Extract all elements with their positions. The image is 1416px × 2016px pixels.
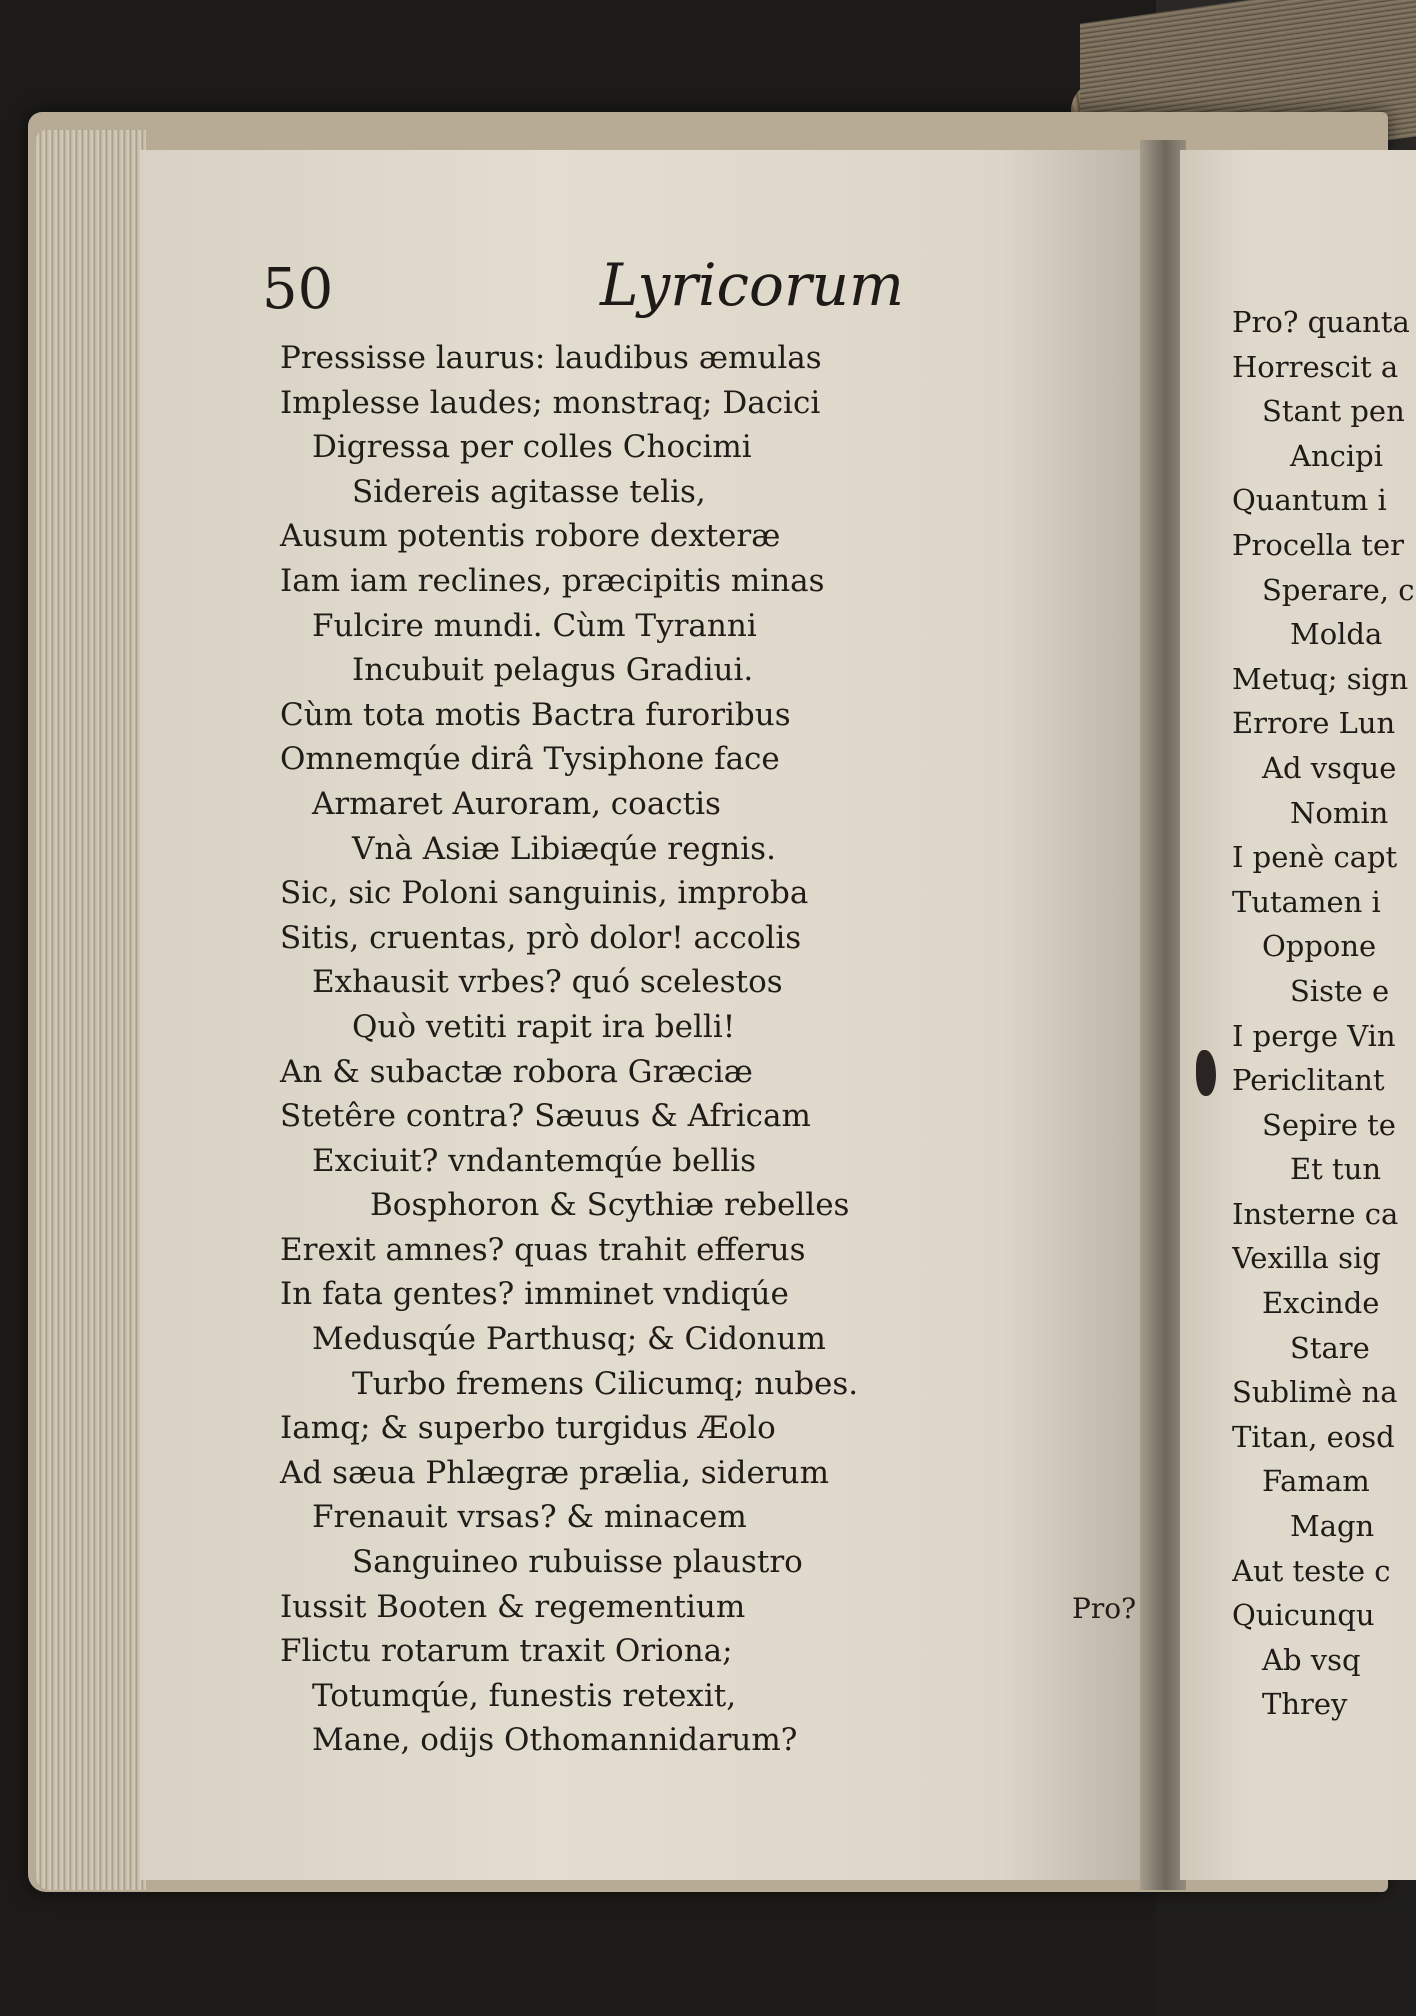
verse-line: Oppone bbox=[1262, 929, 1377, 964]
verse-line: Sanguineo rubuisse plaustro bbox=[352, 1544, 803, 1581]
verse-line: Cùm tota motis Bactra furoribus bbox=[280, 696, 791, 733]
verse-line: Ab vsq bbox=[1262, 1642, 1361, 1677]
verse-line: Sitis, cruentas, prò dolor! accolis bbox=[280, 919, 802, 956]
verse-line: Horrescit a bbox=[1232, 349, 1399, 384]
verse-line: Erexit amnes? quas trahit efferus bbox=[280, 1231, 806, 1268]
verse-line: Excinde bbox=[1262, 1286, 1380, 1321]
verse-text-left bbox=[280, 336, 920, 1763]
verse-line: Bosphoron & Scythiæ rebelles bbox=[370, 1187, 850, 1224]
verse-line: Digressa per colles Chocimi bbox=[312, 429, 752, 466]
verse-line: Pressisse laurus: laudibus æmulas bbox=[280, 340, 822, 376]
verse-line: Quò vetiti rapit ira belli! bbox=[352, 1008, 736, 1045]
verse-line: Exciuit? vndantemqúe bellis bbox=[312, 1142, 757, 1179]
verse-line: Iam iam reclines, præcipitis minas bbox=[280, 562, 825, 599]
verse-line: Turbo fremens Cilicumq; nubes. bbox=[352, 1365, 859, 1402]
verse-line: Vnà Asiæ Libiæqúe regnis. bbox=[352, 830, 776, 867]
verse-line: Titan, eosd bbox=[1232, 1419, 1395, 1454]
catchword: Pro? bbox=[1072, 1592, 1137, 1625]
verse-line: Totumqúe, funestis retexit, bbox=[312, 1677, 737, 1714]
verse-line: Procella ter bbox=[1232, 527, 1404, 562]
verse-line: Exhausit vrbes? quó scelestos bbox=[312, 964, 783, 1001]
verse-line: Quantum i bbox=[1232, 483, 1387, 518]
verse-line: Magn bbox=[1290, 1509, 1375, 1544]
verse-line: Tutamen i bbox=[1232, 884, 1381, 919]
verse-line: Ancipi bbox=[1290, 438, 1383, 473]
verse-line: Stant pen bbox=[1262, 394, 1405, 429]
verse-line: Siste e bbox=[1290, 973, 1390, 1008]
verse-line: Sperare, c bbox=[1262, 572, 1415, 607]
verse-line: Armaret Auroram, coactis bbox=[312, 785, 721, 822]
verse-line: Periclitant bbox=[1232, 1063, 1385, 1098]
verse-line: I penè capt bbox=[1232, 840, 1398, 875]
verse-text-right bbox=[1232, 300, 1416, 1727]
verse-line: Famam bbox=[1262, 1464, 1370, 1499]
verse-line: Vexilla sig bbox=[1232, 1241, 1381, 1276]
verse-line: Insterne ca bbox=[1232, 1196, 1399, 1231]
verse-line: Quicunqu bbox=[1232, 1598, 1375, 1633]
verse-line: Fulcire mundi. Cùm Tyranni bbox=[312, 607, 757, 644]
verse-line: Stetêre contra? Sæuus & Africam bbox=[280, 1098, 811, 1135]
page-stack-edge bbox=[36, 130, 146, 1890]
verse-line: Aut teste c bbox=[1232, 1553, 1391, 1588]
verse-line: Sidereis agitasse telis, bbox=[352, 473, 706, 510]
verse-line: Iussit Booten & regementium bbox=[280, 1588, 746, 1625]
verse-line: Sublimè na bbox=[1232, 1375, 1398, 1410]
running-title: Lyricorum bbox=[600, 251, 905, 319]
verse-line: Sic, sic Poloni sanguinis, improba bbox=[280, 875, 809, 912]
verse-line: Ad sæua Phlægræ prælia, siderum bbox=[280, 1454, 829, 1491]
verse-line: Medusqúe Parthusq; & Cidonum bbox=[312, 1321, 826, 1358]
verse-line: Et tun bbox=[1290, 1152, 1382, 1187]
verse-line: Ausum potentis robore dexteræ bbox=[280, 518, 781, 555]
verse-line: Stare bbox=[1290, 1330, 1370, 1365]
verse-line: An & subactæ robora Græciæ bbox=[280, 1053, 753, 1090]
verse-line: Threy bbox=[1262, 1687, 1348, 1722]
page-number: 50 bbox=[262, 257, 334, 322]
verse-line: Incubuit pelagus Gradiui. bbox=[352, 652, 754, 689]
verse-line: Errore Lun bbox=[1232, 706, 1396, 741]
verse-line: Mane, odijs Othomannidarum? bbox=[312, 1722, 798, 1759]
verse-line: Flictu rotarum traxit Oriona; bbox=[280, 1633, 733, 1670]
verse-line: Metuq; sign bbox=[1232, 661, 1409, 696]
verse-line: Molda bbox=[1290, 617, 1383, 652]
verse-line: I perge Vin bbox=[1232, 1018, 1396, 1053]
page-header bbox=[262, 251, 905, 342]
verse-line: Sepire te bbox=[1262, 1107, 1396, 1142]
verse-line: Frenauit vrsas? & minacem bbox=[312, 1499, 747, 1536]
verse-line: Nomin bbox=[1290, 795, 1389, 830]
verse-line: Implesse laudes; monstraq; Dacici bbox=[280, 384, 821, 421]
verse-line: Iamq; & superbo turgidus Æolo bbox=[280, 1410, 776, 1447]
verse-line: Pro? quanta bbox=[1232, 305, 1410, 339]
ink-blot bbox=[1196, 1050, 1216, 1096]
verse-line: In fata gentes? imminet vndiqúe bbox=[280, 1276, 789, 1313]
verse-line: Omnemqúe dirâ Tysiphone face bbox=[280, 741, 780, 778]
verse-line: Ad vsque bbox=[1262, 750, 1397, 785]
